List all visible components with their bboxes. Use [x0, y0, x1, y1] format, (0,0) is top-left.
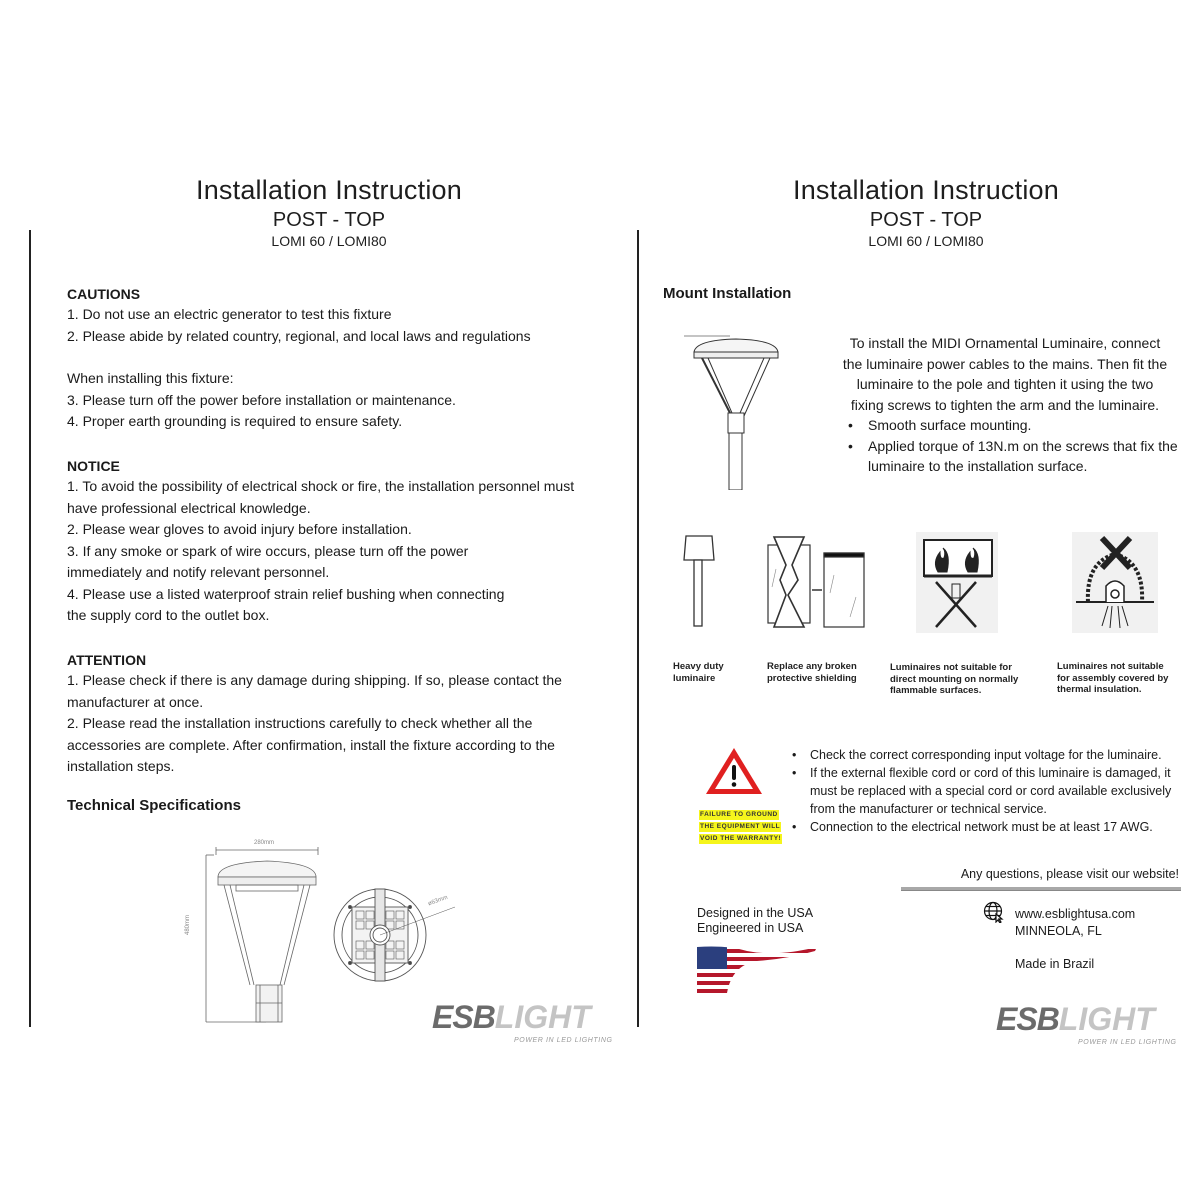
warning-bullet: • Connection to the electrical network must be at least 17 AWG.	[790, 818, 1195, 836]
caption-line: for assembly covered by	[1057, 672, 1169, 684]
questions-text: Any questions, please visit our website!	[960, 867, 1179, 881]
no-thermal-insulation-icon	[1072, 532, 1158, 633]
attention-line: manufacturer at once.	[67, 693, 204, 710]
logo-tagline: POWER IN LED LIGHTING	[1078, 1039, 1177, 1046]
height-dimension: 480mm	[185, 914, 191, 935]
caution-item: 2. Please abide by related country, regional, and local laws and regulations	[67, 327, 531, 344]
ground-warning-label	[699, 806, 782, 842]
caption-line: Luminaires not suitable for	[890, 662, 1012, 673]
left-page-title: Installation Instruction	[196, 175, 462, 205]
attention-line: 1. Please check if there is any damage during shipping. If so, please contact the	[67, 672, 562, 688]
right-page-title: Installation Instruction	[793, 175, 1059, 205]
attention-line: 2. Please read the installation instructions carefully to check whether all the	[67, 715, 533, 731]
width-dimension: 280mm	[254, 840, 275, 846]
left-page-subtitle: POST - TOP	[272, 209, 386, 231]
warning-bullet: • Check the correct corresponding input voltage for the luminaire.	[790, 746, 1195, 764]
notice-section	[67, 456, 627, 627]
logo-brand-dark: ESB	[996, 1001, 1059, 1037]
diameter-dimension: ø63mm	[427, 894, 449, 908]
esblight-logo	[996, 1002, 1155, 1036]
electrical-warnings-list	[790, 746, 1195, 836]
logo-brand-dark: ESB	[432, 999, 495, 1035]
caption-line: direct mounting on normally	[890, 673, 1019, 685]
cautions-heading: CAUTIONS	[67, 286, 141, 302]
logo-brand-light: LIGHT	[494, 999, 591, 1035]
cautions-section	[67, 284, 627, 433]
left-border-line	[29, 230, 31, 1027]
mount-paragraph-line: the luminaire power cables to the mains. Then fit the	[842, 355, 1168, 372]
mount-bullet: • Smooth surface mounting.	[846, 415, 1178, 436]
caption-line: Heavy duty	[673, 661, 724, 672]
luminaire-side-view-drawing	[196, 835, 336, 1030]
globe-icon	[983, 901, 1005, 923]
notice-heading: NOTICE	[67, 458, 120, 474]
mount-paragraph-line: luminaire to the pole and tighten it using the two	[856, 376, 1154, 392]
warning-bullet: • If the external flexible cord or cord of this luminaire is damaged, it must be replaced with a special cord or cord available exclusively from the manufacturer or technical service.	[790, 764, 1182, 818]
mount-paragraph-line: To install the MIDI Ornamental Luminaire, connect	[849, 335, 1161, 351]
engineered-in-text: Engineered in USA	[697, 921, 804, 935]
notice-line: the supply cord to the outlet box.	[67, 607, 270, 623]
logo-tagline: POWER IN LED LIGHTING	[514, 1037, 613, 1044]
warning-triangle-icon	[703, 745, 765, 797]
contact-info	[1015, 906, 1135, 973]
usa-flag-icon	[697, 945, 819, 995]
mount-paragraph-line: fixing screws to tighten the arm and the luminaire.	[850, 396, 1160, 413]
designed-in-text: Designed in the USA	[697, 906, 814, 920]
tech-specs-heading: Technical Specifications	[67, 797, 241, 814]
heavy-duty-luminaire-icon	[680, 530, 720, 630]
caution-item: 1. Do not use an electric generator to test this fixture	[67, 306, 392, 322]
right-page-model: LOMI 60 / LOMI80	[868, 233, 984, 249]
notice-line: 1. To avoid the possibility of electrical shock or fire, the installation personnel must	[67, 478, 575, 494]
caution-item: 3. Please turn off the power before installation or maintenance.	[67, 391, 456, 408]
caption-line: flammable surfaces.	[890, 685, 982, 696]
location-text: MINNEOLA, FL	[1015, 924, 1102, 938]
no-flammable-surface-icon	[916, 532, 998, 633]
notice-line: have professional electrical knowledge.	[67, 499, 311, 516]
logo-brand-light: LIGHT	[1058, 1001, 1155, 1037]
broken-shield-icon	[764, 535, 869, 630]
attention-heading: ATTENTION	[67, 652, 147, 668]
pictogram-caption	[890, 662, 1018, 697]
notice-line: 3. If any smoke or spark of wire occurs, please turn off the power	[67, 542, 469, 559]
post-top-mount-drawing	[680, 330, 780, 490]
ground-warning-line: THE EQUIPMENT WILL	[700, 823, 781, 830]
pictogram-caption	[673, 661, 724, 684]
notice-line: immediately and notify relevant personnel.	[67, 564, 330, 580]
notice-line: 2. Please wear gloves to avoid injury before installation.	[67, 521, 412, 537]
made-in-text: Made in Brazil	[1015, 957, 1095, 971]
ground-warning-line: VOID THE WARRANTY!	[700, 835, 782, 842]
origin-text	[697, 906, 813, 936]
pictogram-caption	[767, 661, 857, 684]
caption-line: protective shielding	[767, 672, 857, 684]
caption-line: Replace any broken	[767, 661, 857, 672]
footer-divider	[901, 887, 1181, 891]
attention-line: installation steps.	[67, 758, 175, 774]
mount-bullet: • Applied torque of 13N.m on the screws that fix the luminaire to the installation surface.	[846, 436, 1178, 477]
mount-installation-heading: Mount Installation	[663, 285, 792, 302]
caution-item: 4. Proper earth grounding is required to ensure safety.	[67, 413, 403, 429]
mount-instructions	[830, 333, 1180, 477]
center-divider-line	[637, 230, 639, 1027]
attention-section	[67, 650, 627, 778]
left-page-model: LOMI 60 / LOMI80	[271, 233, 387, 249]
caption-line: thermal insulation.	[1057, 684, 1142, 695]
right-page-subtitle: POST - TOP	[869, 209, 983, 231]
caption-line: luminaire	[673, 672, 716, 684]
ground-warning-line: FAILURE TO GROUND	[700, 811, 778, 818]
notice-line: 4. Please use a listed waterproof strain relief bushing when connecting	[67, 585, 505, 602]
cautions-intro: When installing this fixture:	[67, 370, 234, 386]
attention-line: accessories are complete. After confirmation, install the fixture according to the	[67, 736, 555, 753]
website-link[interactable]: www.esblightusa.com	[1015, 907, 1136, 921]
esblight-logo	[432, 1000, 591, 1034]
pictogram-caption	[1057, 661, 1168, 696]
caption-line: Luminaires not suitable	[1057, 661, 1164, 672]
